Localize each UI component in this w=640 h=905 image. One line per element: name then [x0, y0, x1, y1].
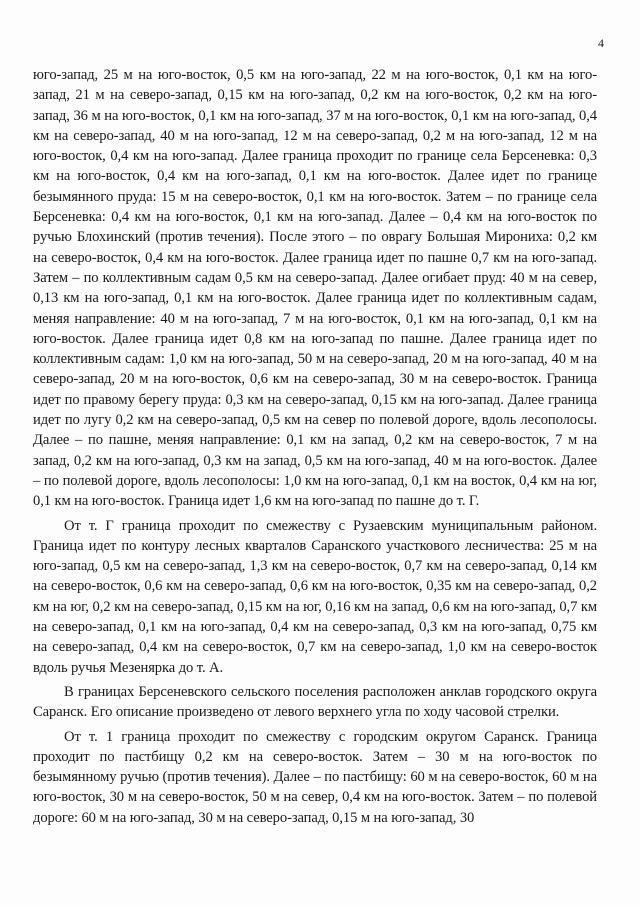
paragraph-point-1-border: От т. 1 граница проходит по смежеству с городским округом Саранск. Граница проходит по пастбищу 0,2 км на северо-восток. Затем – 30 м на юго-восток по безымянному ручью (против течения). Далее – по пастбищу: 60 м на северо-восток, 60 м на юго-восток, 30 м на северо-восток, 50 м на север, 0,4 км на юго-восток. Затем – по полевой дороге: 60 м на юго-запад, 30 м на северо-запад, 0,15 м на юго-запад, 30: [33, 728, 597, 826]
paragraph-continuation: юго-запад, 25 м на юго-восток, 0,5 км на юго-запад, 22 м на юго-восток, 0,1 км на юго-запад, 21 м на северо-запад, 0,15 км на юго-запад, 0,2 км на юго-восток, 0,2 км на юго-запад, 36 м на юго-восток, 0,1 км на юго-запад, 37 м на юго-восток, 0,1 км на юго-запад, 0,4 км на северо-запад, 40 м на юго-запад, 12 м на северо-запад, 0,2 м на юго-запад, 12 м на юго-восток, 0,4 км на юго-запад. Далее граница проходит по границе села Берсеневка: 0,3 км на юго-восток, 0,4 км на юго-запад, 0,1 км на юго-восток. Далее идет по границе безымянного пруда: 15 м на северо-восток, 0,1 км на юго-восток. Затем – по границе села Берсеневка: 0,4 км на юго-восток, 0,1 км на юго-запад. Далее – 0,4 км на юго-восток по ручью Блохинский (против течения). После этого – по оврагу Большая Мирониха: 0,2 км на северо-восток, 0,4 км на юго-восток. Далее граница идет по пашне 0,7 км на юго-запад. Затем – по коллективным садам 0,5 км на северо-запад. Далее огибает пруд: 40 м на север, 0,13 км на юго-запад, 0,1 км на юго-восток. Далее граница идет по коллективным садам, меняя направление: 40 м на юго-запад, 7 м на юго-восток, 0,1 км на юго-запад, 0,1 км на юго-восток. Далее граница идет 0,8 км на юго-запад по пашне. Далее граница идет по коллективным садам: 1,0 км на юго-запад, 50 м на северо-запад, 20 м на юго-запад, 40 м на северо-запад, 20 м на юго-восток, 0,6 км на северо-запад, 30 м на северо-восток. Граница идет по правому берегу пруда: 0,3 км на северо-запад, 0,15 км на юго-запад. Далее граница идет по лугу 0,2 км на северо-запад, 0,5 км на север по полевой дороге, вдоль лесополосы. Далее – по пашне, меняя направление: 0,1 км на запад, 0,2 км на северо-восток, 7 м на запад, 0,2 км на юго-запад, 0,3 км на запад, 0,5 км на юго-запад, 40 м на юго-восток. Далее – по полевой дороге, вдоль лесополосы: 1,0 км на юго-запад, 0,1 км на восток, 0,4 км на юг, 0,1 км на юго-восток. Граница идет 1,6 км на юго-запад по пашне до т. Г.: [33, 67, 597, 510]
page-number: 4: [598, 36, 604, 50]
paragraph-saransk-enclave: В границах Берсеневского сельского поселения расположен анклав городского округа Саранск. Его описание произведено от левого верхнего угла по ходу часовой стрелки.: [33, 683, 597, 721]
paragraph-ruzaevsky-border: От т. Г граница проходит по смежеству с Рузаевским муниципальным районом. Граница идет по контуру лесных кварталов Саранского участкового лесничества: 25 м на юго-запад, 0,5 км на северо-запад, 1,3 км на северо-восток, 0,7 км на северо-запад, 0,14 км на северо-восток, 0,6 км на северо-запад, 0,6 км на юго-восток, 0,35 км на северо-запад, 0,2 км на юг, 0,2 км на северо-запад, 0,15 км на юг, 0,16 км на запад, 0,6 км на юго-запад, 0,7 км на северо-запад, 0,1 км на юго-запад, 0,4 км на северо-запад, 0,3 км на юго-запад, 0,75 км на северо-запад, 0,4 км на северо-восток, 0,7 км на северо-запад, 1,0 км на северо-восток вдоль ручья Мезенярка до т. А.: [33, 517, 597, 676]
document-body: [33, 65, 597, 832]
